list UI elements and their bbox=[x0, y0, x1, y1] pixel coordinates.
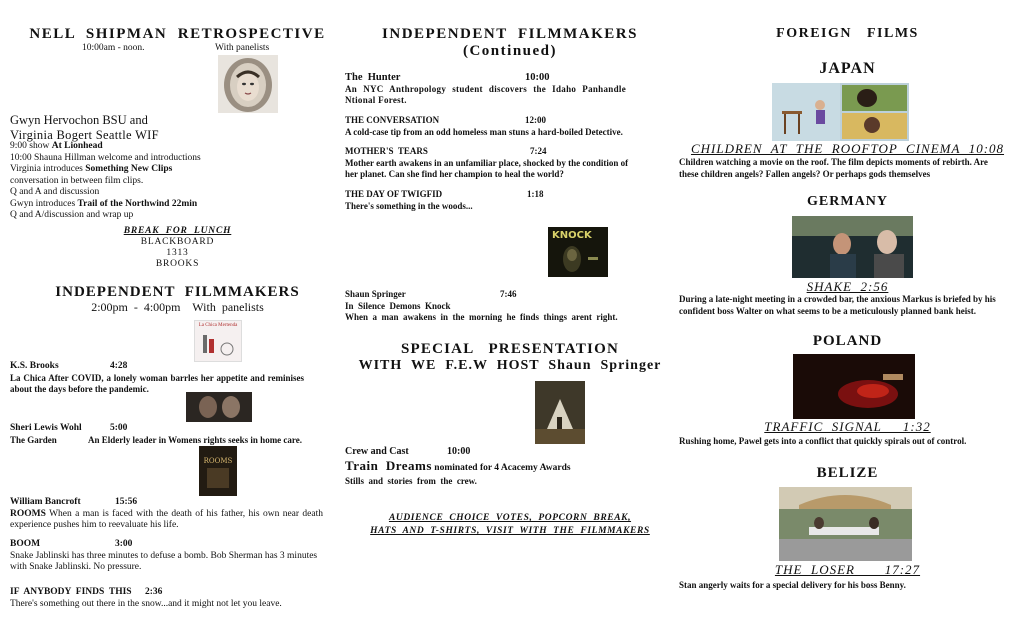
schedule-line: Q and A and discussion bbox=[10, 187, 100, 197]
film-credit: K.S. Brooks 4:28 bbox=[10, 361, 128, 371]
la-chica-poster-image bbox=[194, 320, 242, 362]
film-entry-shaun bbox=[345, 289, 645, 324]
schedule-line: Gwyn introduces Trail of the Northwind 22min bbox=[10, 198, 198, 209]
film-description: An NYC Anthropology student discovers the Idaho Panhandle Ntional Forest. bbox=[345, 83, 626, 105]
film-entry-sheri bbox=[10, 423, 330, 446]
film-title: In Silence Demons Knock bbox=[345, 300, 451, 311]
film-description: Snake Jablinski has three minutes to defuse a bomb. Bob Sherman has 3 minutes with Snake Jablinski. No pressure. bbox=[10, 550, 318, 572]
film-desc-japan: Children watching a movie on the roof. The film depicts moments of rebirth. Are these children angels? Fallen angels? Or perhaps gods themselves bbox=[679, 157, 988, 179]
audience-line: HATS AND T-SHIRTS, VISIT WITH THE FILMMAKERS bbox=[370, 526, 650, 536]
film-credit: MOTHER'S TEARS 7:24 bbox=[345, 146, 547, 156]
knock-poster-image bbox=[548, 227, 608, 277]
film-entry-mothers-tears bbox=[345, 146, 635, 181]
film-entry-conversation bbox=[345, 115, 645, 138]
film-credit: THE CONVERSATION 12:00 bbox=[345, 115, 546, 125]
nell-panelists: With panelists bbox=[215, 43, 270, 53]
film-credit: BOOM 3:00 bbox=[10, 539, 133, 549]
gwyn-line-2: Virginia Bogert Seattle WIF bbox=[10, 128, 159, 142]
crew-credit: Crew and Cast 10:00 bbox=[345, 446, 471, 457]
schedule-line: Q and A/discussion and wrap up bbox=[10, 210, 134, 220]
japan-film-collage-image bbox=[772, 83, 909, 141]
film-credit: William Bancroft 15:56 bbox=[10, 497, 138, 507]
schedule-line: 10:00 Shauna Hillman welcome and introductions bbox=[10, 152, 201, 163]
film-description: A cold-case tip from an odd homeless man stuns a hard-boiled Detective. bbox=[345, 126, 623, 137]
film-entry-hunter bbox=[345, 72, 626, 107]
film-credit: IF ANYBODY FINDS THIS 2:36 bbox=[10, 587, 163, 597]
lunch-line: BROOKS bbox=[155, 259, 200, 269]
special-host: WITH WE F.E.W HOST Shaun Springer bbox=[358, 358, 662, 373]
film-title-belize: THE LOSER 17:27 bbox=[774, 562, 921, 577]
film-desc-germany: During a late-night meeting in a crowded bar, the anxious Markus is briefed by his confident boss Walter on what seems to be a meticulously planned bank heist. bbox=[679, 294, 996, 316]
film-credit: THE DAY OF TWIGFID 1:18 bbox=[345, 189, 544, 199]
middle-subtitle: (Continued) bbox=[462, 43, 557, 59]
film-description: La Chica After COVID, a lonely woman barrles her appetite and reminises about the days before the pandemic. bbox=[10, 372, 304, 394]
lunch-block bbox=[95, 226, 260, 270]
train-dreams-still-image bbox=[535, 381, 585, 444]
film-entry-if-anybody bbox=[10, 587, 330, 610]
knock-poster-title: KNOCK bbox=[552, 230, 592, 241]
foreign-films-title: FOREIGN FILMS bbox=[776, 26, 919, 41]
nell-portrait-image bbox=[218, 55, 278, 113]
film-description: There's something in the woods... bbox=[345, 200, 473, 211]
right-column bbox=[675, 0, 1020, 620]
schedule-line: 9:00 show At Lionhead bbox=[10, 141, 103, 151]
film-desc-poland: Rushing home, Pawel gets into a conflict that quickly spirals out of control. bbox=[679, 436, 967, 446]
germany-film-still-image bbox=[792, 216, 913, 278]
film-description: ROOMS When a man is faced with the death of his father, his own near death experience pushes him to reevaluate his life. bbox=[10, 508, 323, 530]
film-entry-kbrooks bbox=[10, 361, 304, 396]
country-poland: POLAND bbox=[812, 333, 883, 349]
film-entry-boom bbox=[10, 539, 330, 574]
train-dreams-line: Train Dreams nominated for 4 Acacemy Awards bbox=[345, 457, 571, 473]
poland-film-still-image bbox=[793, 354, 915, 419]
film-description: Mother earth awakens in an unfamiliar place, shocked by the condition of her planet. Can she find her champion to heal the world? bbox=[345, 157, 629, 179]
middle-column bbox=[340, 0, 680, 620]
film-title-poland: TRAFFIC SIGNAL 1:32 bbox=[764, 419, 931, 434]
audience-block bbox=[345, 512, 675, 538]
lunch-title: BREAK FOR LUNCH bbox=[123, 226, 232, 236]
audience-line: AUDIENCE CHOICE VOTES, POPCORN BREAK, bbox=[388, 513, 632, 523]
la-chica-poster-text: La Chica Mertenda bbox=[198, 323, 238, 328]
lunch-line: BLACKBOARD bbox=[140, 237, 215, 247]
rooms-poster-image bbox=[199, 446, 237, 496]
film-entry-bancroft bbox=[10, 497, 323, 532]
gwyn-line-1: Gwyn Hervochon BSU and bbox=[10, 113, 148, 127]
country-belize: BELIZE bbox=[816, 465, 879, 481]
film-credit: Shaun Springer 7:46 bbox=[345, 289, 517, 299]
stills-line: Stills and stories from the crew. bbox=[345, 475, 477, 486]
film-entry-twigfid bbox=[345, 189, 635, 212]
film-credit: The Hunter 10:00 bbox=[345, 72, 550, 83]
nell-time: 10:00am - noon. bbox=[82, 43, 145, 53]
film-title-germany: SHAKE 2:56 bbox=[806, 279, 889, 294]
film-description: There's something out there in the snow...and it might not let you leave. bbox=[10, 598, 282, 609]
indie-time: 2:00pm - 4:00pm With panelists bbox=[91, 300, 264, 314]
country-japan: JAPAN bbox=[819, 60, 876, 77]
the-garden-still-image bbox=[186, 392, 252, 422]
schedule-line: conversation in between film clips. bbox=[10, 175, 144, 186]
middle-title: INDEPENDENT FILMMAKERS bbox=[382, 26, 638, 42]
nell-schedule bbox=[10, 141, 330, 222]
belize-film-still-image bbox=[779, 487, 912, 561]
svg-text:ROOMS: ROOMS bbox=[203, 457, 233, 465]
film-description: When a man awakens in the morning he finds things arent right. bbox=[345, 312, 618, 322]
nell-title: NELL SHIPMAN RETROSPECTIVE bbox=[29, 26, 326, 42]
film-desc-belize: Stan angerly waits for a special delivery for his boss Benny. bbox=[679, 580, 906, 590]
film-description: The Garden An Elderly leader in Womens rights seeks in home care. bbox=[10, 434, 303, 445]
film-title-japan: CHILDREN AT THE ROOFTOP CINEMA 10:08 bbox=[690, 141, 1005, 156]
left-column bbox=[0, 0, 340, 620]
country-germany: GERMANY bbox=[807, 194, 888, 209]
indie-title: INDEPENDENT FILMMAKERS bbox=[55, 284, 300, 300]
film-credit: Sheri Lewis Wohl 5:00 bbox=[10, 423, 128, 433]
lunch-line: 1313 bbox=[166, 248, 189, 258]
special-title: SPECIAL PRESENTATION bbox=[401, 341, 619, 357]
schedule-line: Virginia introduces Something New Clips bbox=[10, 164, 173, 174]
crew-cast bbox=[345, 446, 645, 487]
